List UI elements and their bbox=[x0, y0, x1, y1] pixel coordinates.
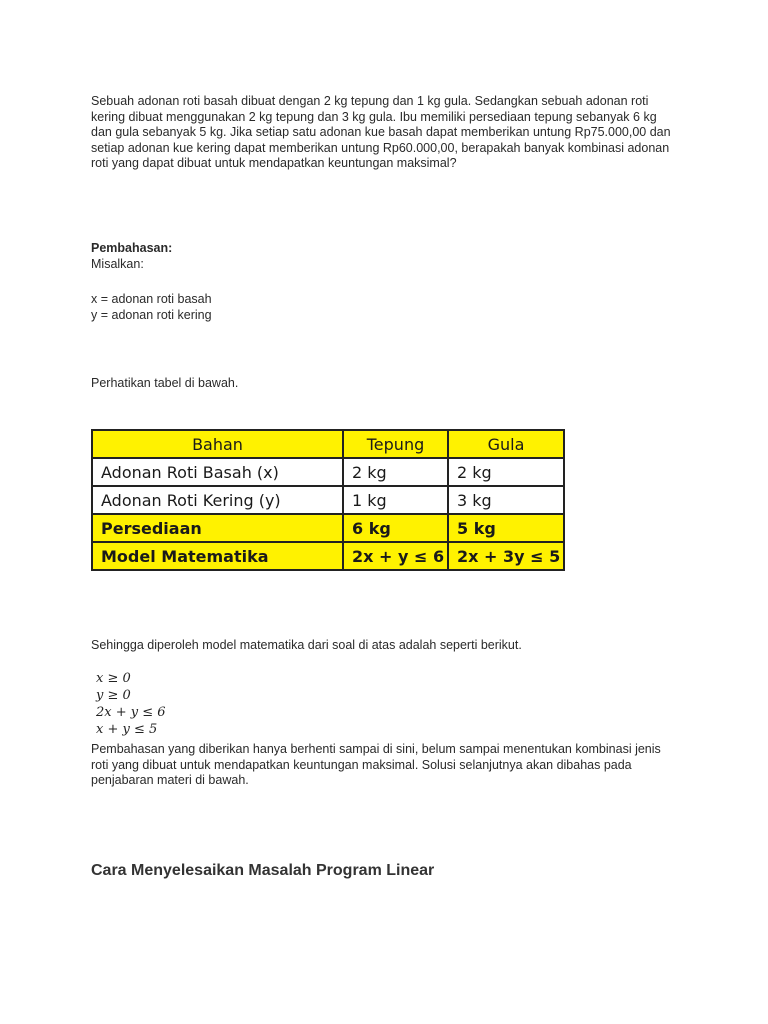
table-cell: 1 kg bbox=[343, 486, 448, 514]
constraint-line: y ≥ 0 bbox=[96, 688, 131, 703]
table-cell: Adonan Roti Basah (x) bbox=[92, 458, 343, 486]
table-header-row bbox=[92, 430, 564, 458]
intro-paragraph: Sebuah adonan roti basah dibuat dengan 2 kg tepung dan 1 kg gula. Sedangkan sebuah adonan roti kering dibuat menggunakan 2 kg tepung dan 3 kg gula. Ibu memiliki persediaan tepung sebanyak 6 kg dan gula sebanyak 5 kg. Jika setiap satu adonan kue basah dapat memberikan untung Rp75.000,00 dan setiap adonan kue kering dapat memberikan untung Rp60.000,00, berapakah banyak kombinasi adonan roti yang dapat dibuat untuk mendapatkan keuntungan maksimal? bbox=[91, 94, 671, 170]
table-cell: 5 kg bbox=[448, 514, 564, 542]
table-row bbox=[92, 458, 564, 486]
table-cell: 2x + 3y ≤ 5 bbox=[448, 542, 564, 570]
ingredients-table bbox=[91, 429, 565, 571]
math-model-constraints bbox=[96, 670, 166, 738]
misalkan-text: Misalkan: bbox=[91, 257, 144, 271]
model-intro-text: Sehingga diperoleh model matematika dari soal di atas adalah seperti berikut. bbox=[91, 638, 522, 652]
table-cell: 6 kg bbox=[343, 514, 448, 542]
variable-y-definition: y = adonan roti kering bbox=[91, 308, 212, 322]
table-cell: Adonan Roti Kering (y) bbox=[92, 486, 343, 514]
constraint-line: 2x + y ≤ 6 bbox=[96, 705, 166, 720]
table-row bbox=[92, 486, 564, 514]
table-row bbox=[92, 514, 564, 542]
table-cell: 2 kg bbox=[448, 458, 564, 486]
closing-paragraph: Pembahasan yang diberikan hanya berhenti sampai di sini, belum sampai menentukan kombinasi jenis roti yang dibuat untuk mendapatkan keuntungan maksimal. Solusi selanjutnya akan dibahas pada penjabaran materi di bawah. bbox=[91, 742, 661, 787]
table-header-cell: Gula bbox=[448, 430, 564, 458]
variable-x-definition: x = adonan roti basah bbox=[91, 292, 212, 306]
table-cell: 2 kg bbox=[343, 458, 448, 486]
table-header-cell: Bahan bbox=[92, 430, 343, 458]
constraint-line: x ≥ 0 bbox=[96, 671, 131, 686]
table-row bbox=[92, 542, 564, 570]
constraint-line: x + y ≤ 5 bbox=[96, 722, 158, 737]
table-cell: Model Matematika bbox=[92, 542, 343, 570]
table-cell: 2x + y ≤ 6 bbox=[343, 542, 448, 570]
table-intro-text: Perhatikan tabel di bawah. bbox=[91, 376, 239, 390]
section-heading: Cara Menyelesaikan Masalah Program Linear bbox=[91, 862, 435, 879]
table-cell: 3 kg bbox=[448, 486, 564, 514]
table-header-cell: Tepung bbox=[343, 430, 448, 458]
table-cell: Persediaan bbox=[92, 514, 343, 542]
pembahasan-label: Pembahasan: bbox=[91, 241, 173, 255]
